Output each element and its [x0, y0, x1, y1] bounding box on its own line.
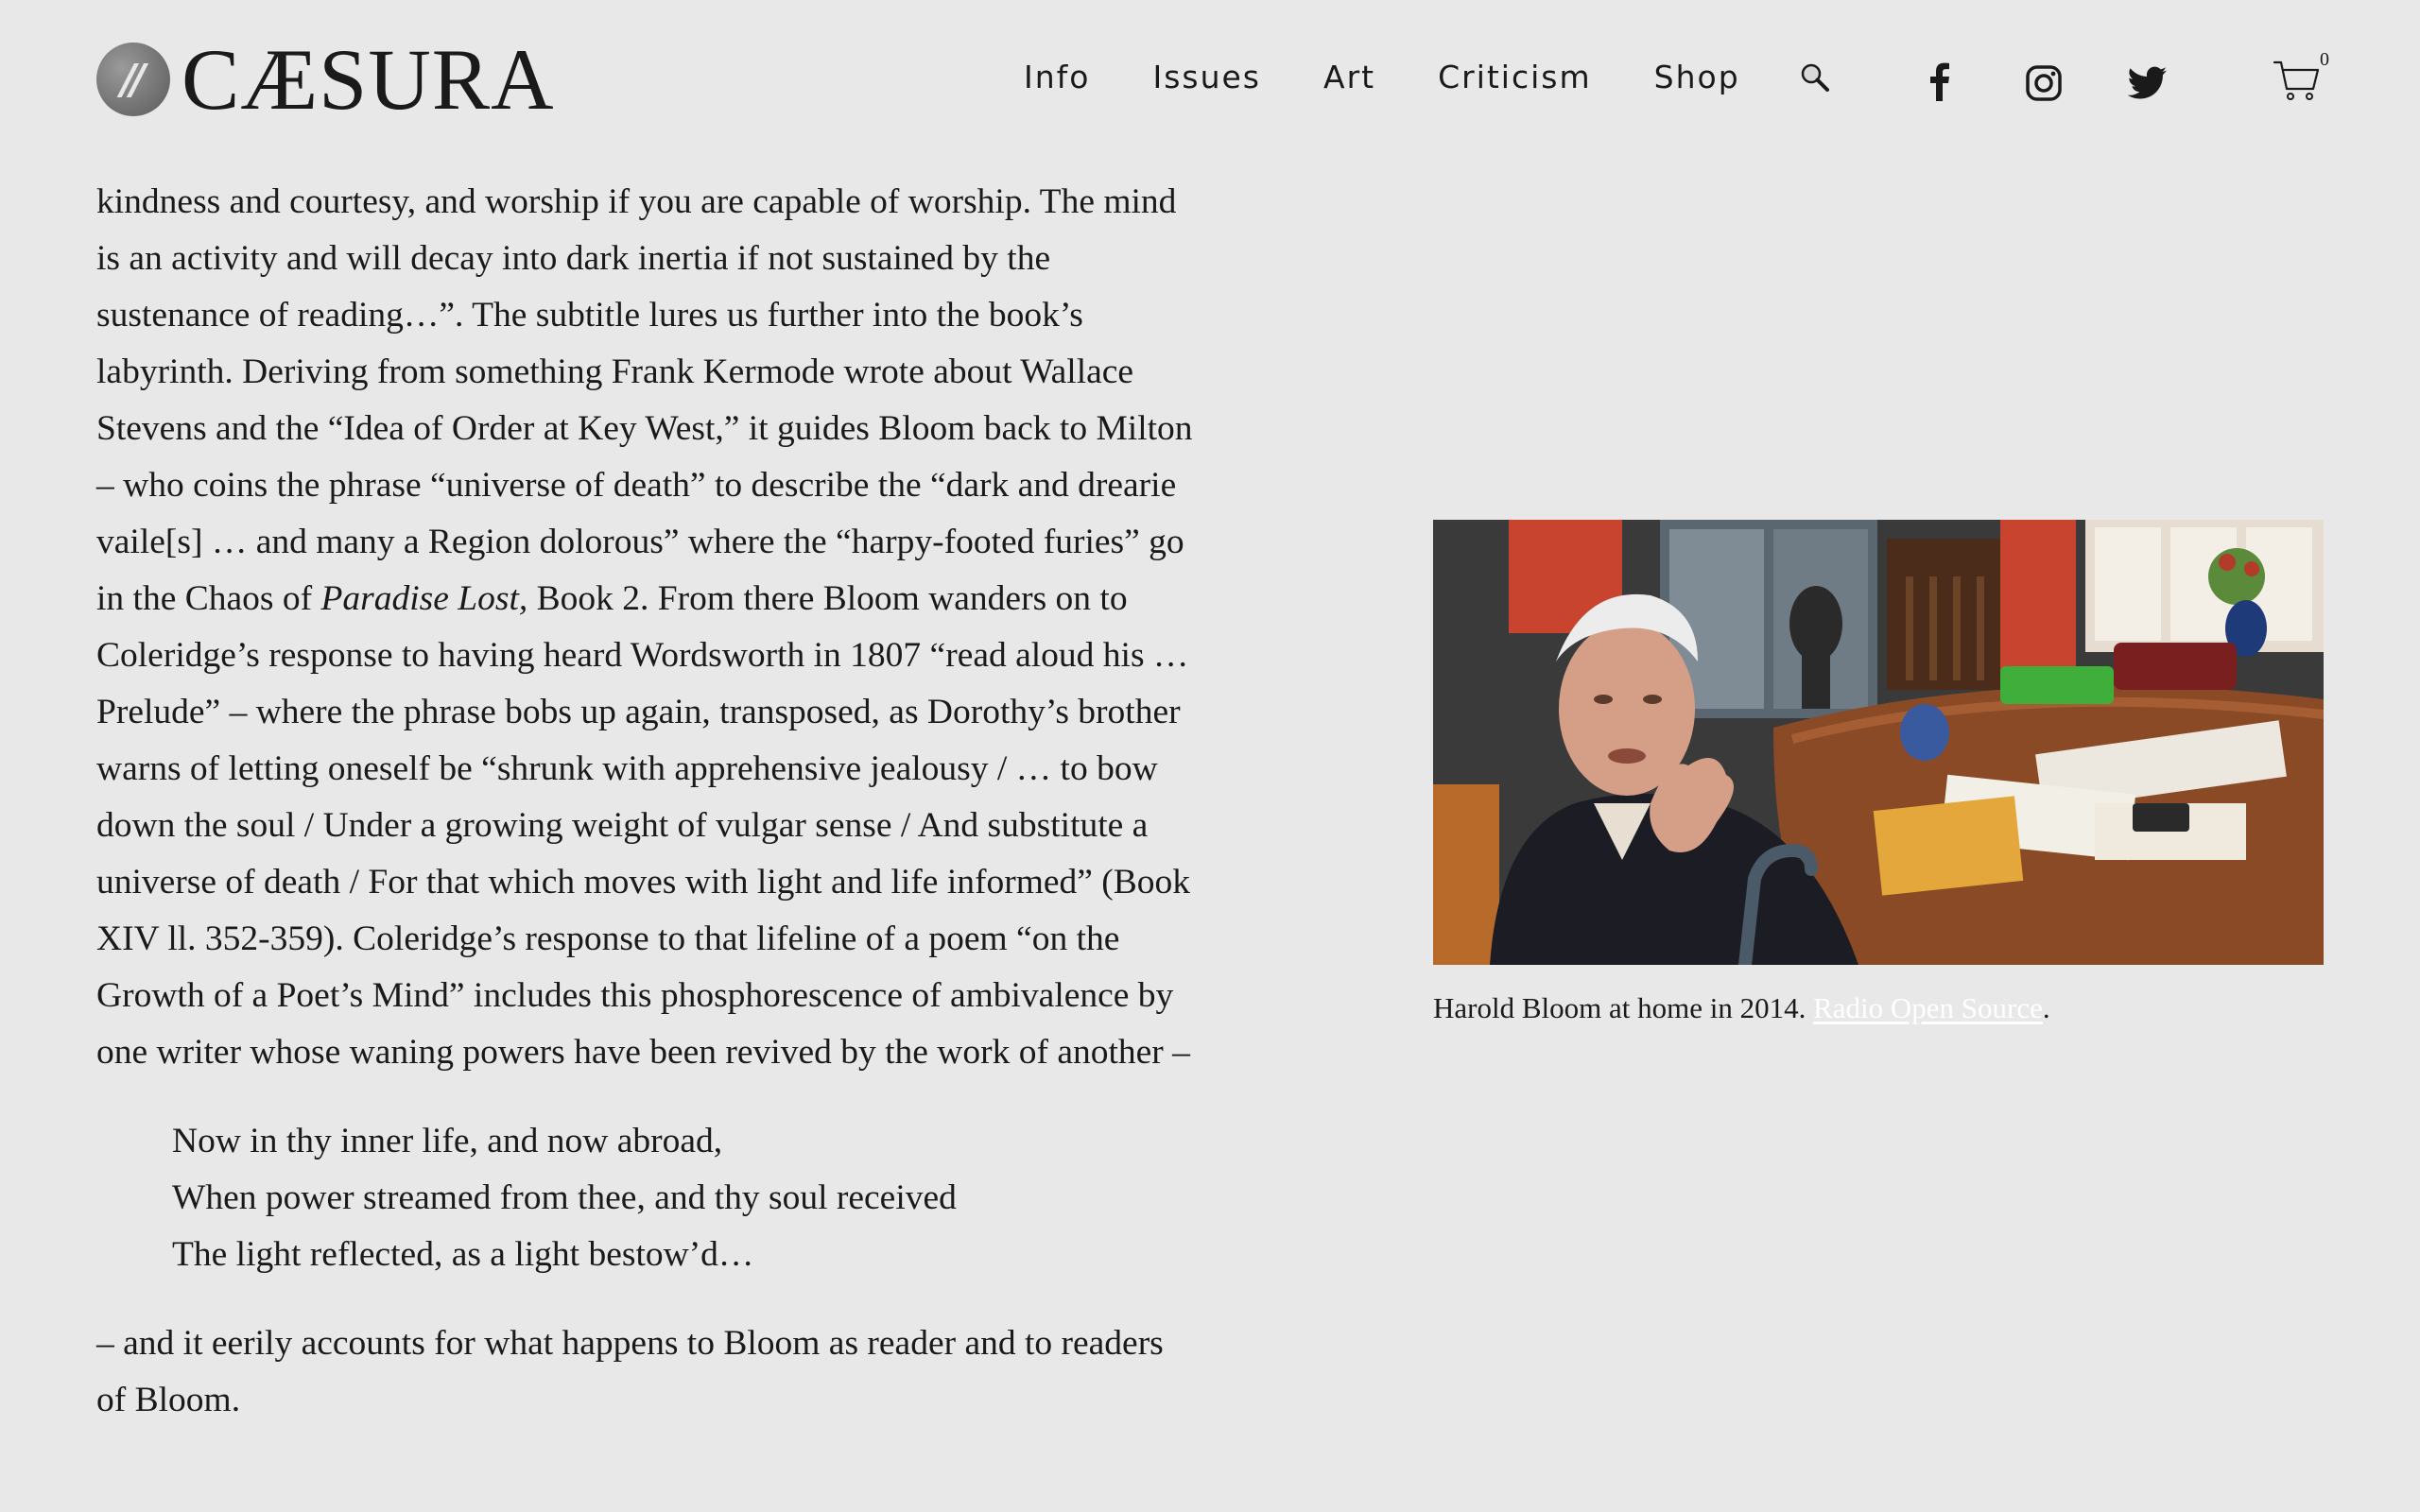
logo-mark	[96, 43, 170, 116]
instagram-icon[interactable]	[2023, 62, 2065, 104]
nav-shop[interactable]: Shop	[1653, 59, 1740, 95]
quote-line: Now in thy inner life, and now abroad,	[172, 1122, 723, 1160]
nav-issues[interactable]: Issues	[1152, 59, 1261, 95]
harold-bloom-photo	[1433, 520, 2324, 965]
facebook-icon[interactable]	[1919, 60, 1961, 102]
caption-text: Harold Bloom at home in 2014.	[1433, 991, 1814, 1024]
nav-art[interactable]: Art	[1323, 59, 1376, 95]
site-header	[0, 0, 2420, 161]
logo-mark-glyph: //	[120, 55, 141, 104]
nav-criticism[interactable]: Criticism	[1438, 59, 1592, 95]
book-title-italic: Paradise Lost,	[320, 579, 528, 618]
paragraph-text: Book 2. From there Bloom wanders on to Coleridge’s response to having heard Wordsworth in 1807 “read aloud his … Prelude” – where the phrase bobs up again, transposed, as Dorothy’s brother warns of letting oneself be “shrunk with apprehensive jealousy / … to bow down the soul / Under a growing weight of vulgar sense / And substitute a universe of death / For that which moves with light and life informed” (Book XIV ll. 352-359). Coleridge’s response to that lifeline of a poem “on the Growth of a Poet’s Mind” includes this phosphorescence of ambivalence by one writer whose waning powers have been revived by the work of another –	[96, 579, 1191, 1072]
article-paragraph: – and it eerily accounts for what happens to Bloom as reader and to readers of Bloom.	[96, 1324, 1164, 1419]
site-logo[interactable]	[96, 31, 555, 128]
quote-line: The light reflected, as a light bestow’d…	[172, 1235, 754, 1274]
search-icon[interactable]	[1799, 61, 1831, 94]
article-paragraph	[96, 174, 1193, 1081]
caption-end: .	[2042, 991, 2050, 1024]
article-figure	[1433, 520, 2324, 1027]
cart-count: 0	[2320, 49, 2329, 70]
figure-caption	[1433, 989, 2324, 1027]
cart-icon[interactable]	[2273, 57, 2324, 104]
nav-info[interactable]: Info	[1024, 59, 1091, 95]
logo-wordmark: CÆSURA	[182, 31, 555, 128]
caption-source-link[interactable]: Radio Open Source	[1813, 991, 2043, 1024]
twitter-icon[interactable]	[2127, 62, 2169, 104]
paragraph-text: kindness and courtesy, and worship if you are capable of worship. The mind is an activity and will decay into dark inertia if not sustained by the sustenance of reading…”. The subtitle lures us further into the book’s labyrinth. Deriving from something Frank Kermode wrote about Wallace Stevens and the “Idea of Order at Key West,” it guides Bloom back to Milton – who coins the phrase “universe of death” to describe the “dark and drearie vaile[s] … and many a Region dolorous” where the “harpy-footed furies” go in the Chaos of	[96, 182, 1193, 618]
main-nav	[1024, 59, 1831, 95]
article-body	[96, 174, 1193, 1429]
quote-line: When power streamed from thee, and thy soul received	[172, 1178, 957, 1217]
block-quote	[172, 1113, 1193, 1283]
